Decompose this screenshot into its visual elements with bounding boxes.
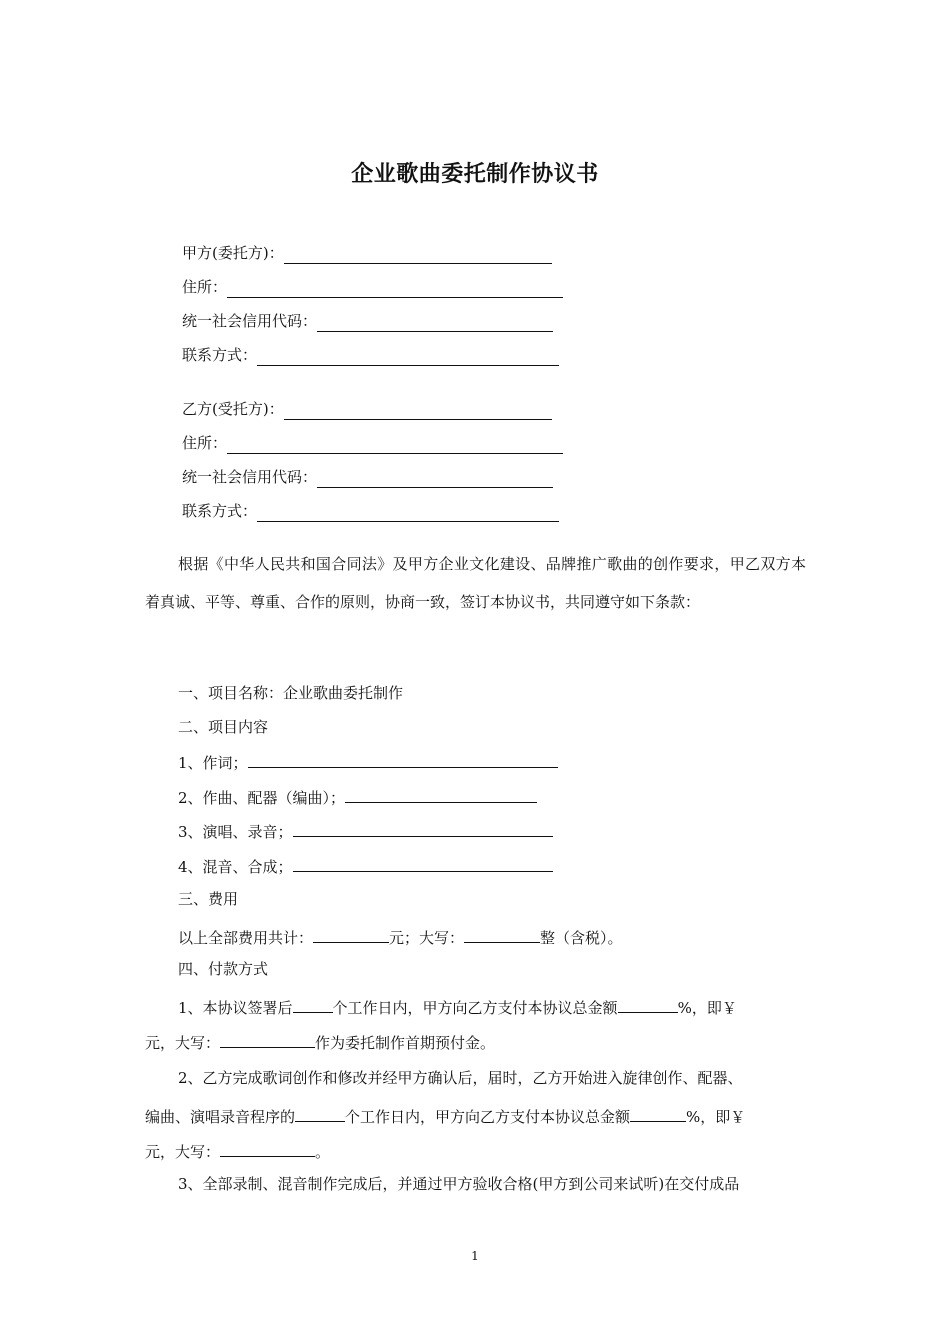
payment-1-text-e: 作为委托制作首期预付金。 bbox=[315, 1034, 496, 1052]
party-b-address-label: 住所： bbox=[182, 434, 228, 452]
item-recording-label: 3、演唱、录音； bbox=[178, 823, 293, 841]
payment-2-text-c: 个工作日内，甲方向乙方支付本协议总金额 bbox=[345, 1108, 631, 1126]
payment-1-days-blank[interactable] bbox=[293, 995, 333, 1013]
party-b-contact-blank[interactable] bbox=[257, 503, 559, 522]
fee-total-row bbox=[178, 925, 623, 947]
party-b-contact-label: 联系方式： bbox=[182, 502, 258, 520]
payment-1-text-b: 个工作日内，甲方向乙方支付本协议总金额 bbox=[332, 999, 618, 1017]
payment-1-text-d: 元，大写： bbox=[145, 1034, 221, 1052]
payment-2-text-b: 编曲、演唱录音程序的 bbox=[145, 1108, 296, 1126]
payment-3-line-1: 3、全部录制、混音制作完成后，并通过甲方验收合格(甲方到公司来试听)在交付成品 bbox=[178, 1175, 740, 1193]
party-a-contact-blank[interactable] bbox=[257, 347, 559, 366]
payment-1-line-1 bbox=[178, 995, 737, 1017]
payment-2-text-f: 。 bbox=[315, 1143, 331, 1161]
payment-1-uppercase-blank[interactable] bbox=[220, 1030, 315, 1048]
payment-2-line-1: 2、乙方完成歌词创作和修改并经甲方确认后，届时，乙方开始进入旋律创作、配器、 bbox=[178, 1069, 743, 1087]
party-a-code-label: 统一社会信用代码： bbox=[182, 312, 318, 330]
party-a-name-label: 甲方(委托方)： bbox=[182, 244, 284, 262]
item-mixing-row bbox=[178, 854, 553, 876]
item-lyrics-label: 1、作词； bbox=[178, 754, 248, 772]
party-a-name-blank[interactable] bbox=[284, 245, 552, 264]
payment-1-percent-blank[interactable] bbox=[618, 995, 678, 1013]
party-a-code-row bbox=[182, 310, 553, 332]
party-b-name-blank[interactable] bbox=[284, 401, 552, 420]
payment-2-text-d: %，即￥ bbox=[686, 1108, 746, 1126]
payment-2-percent-blank[interactable] bbox=[630, 1104, 686, 1122]
item-mixing-blank[interactable] bbox=[293, 854, 553, 872]
party-a-address-label: 住所： bbox=[182, 278, 228, 296]
payment-1-text-c: %，即￥ bbox=[677, 999, 737, 1017]
page-number: 1 bbox=[471, 1249, 479, 1263]
payment-2-line-2 bbox=[145, 1104, 745, 1126]
section-project-name: 一、项目名称：企业歌曲委托制作 bbox=[178, 684, 404, 702]
party-b-contact-row bbox=[182, 500, 559, 522]
party-b-name-row bbox=[182, 398, 552, 420]
party-a-contact-row bbox=[182, 344, 559, 366]
payment-1-line-2 bbox=[145, 1030, 495, 1052]
document-title: 企业歌曲委托制作协议书 bbox=[351, 161, 599, 187]
fee-tax-note: 整（含税）。 bbox=[540, 929, 623, 947]
payment-2-days-blank[interactable] bbox=[295, 1104, 345, 1122]
section-payment: 四、付款方式 bbox=[178, 960, 269, 978]
fee-total-label: 以上全部费用共计： bbox=[178, 929, 314, 947]
preamble-paragraph: 根据《中华人民共和国合同法》及甲方企业文化建设、品牌推广歌曲的创作要求，甲乙双方本着真诚、平等、尊重、合作的原则，协商一致，签订本协议书，共同遵守如下条款： bbox=[145, 555, 806, 611]
item-composition-row bbox=[178, 785, 537, 807]
payment-1-text-a: 1、本协议签署后 bbox=[178, 999, 293, 1017]
party-b-code-row bbox=[182, 466, 553, 488]
party-b-address-blank[interactable] bbox=[227, 435, 563, 454]
payment-2-uppercase-blank[interactable] bbox=[220, 1139, 315, 1157]
section-fees: 三、费用 bbox=[178, 890, 239, 908]
party-a-name-row bbox=[182, 242, 552, 264]
item-mixing-label: 4、混音、合成； bbox=[178, 858, 293, 876]
party-b-address-row bbox=[182, 432, 563, 454]
section-project-content: 二、项目内容 bbox=[178, 718, 269, 736]
party-a-address-row bbox=[182, 276, 563, 298]
fee-uppercase-blank[interactable] bbox=[464, 925, 540, 943]
fee-uppercase-label: 元；大写： bbox=[389, 929, 465, 947]
payment-2-line-3 bbox=[145, 1139, 330, 1161]
party-b-code-blank[interactable] bbox=[317, 469, 553, 488]
item-composition-label: 2、作曲、配器（编曲）； bbox=[178, 789, 346, 807]
item-recording-blank[interactable] bbox=[293, 819, 553, 837]
fee-amount-blank[interactable] bbox=[313, 925, 389, 943]
item-lyrics-blank[interactable] bbox=[248, 750, 558, 768]
party-b-code-label: 统一社会信用代码： bbox=[182, 468, 318, 486]
party-a-code-blank[interactable] bbox=[317, 313, 553, 332]
item-recording-row bbox=[178, 819, 553, 841]
party-a-address-blank[interactable] bbox=[227, 279, 563, 298]
party-b-name-label: 乙方(受托方)： bbox=[182, 400, 284, 418]
item-lyrics-row bbox=[178, 750, 558, 772]
payment-2-text-e: 元，大写： bbox=[145, 1143, 221, 1161]
item-composition-blank[interactable] bbox=[345, 785, 537, 803]
party-a-contact-label: 联系方式： bbox=[182, 346, 258, 364]
